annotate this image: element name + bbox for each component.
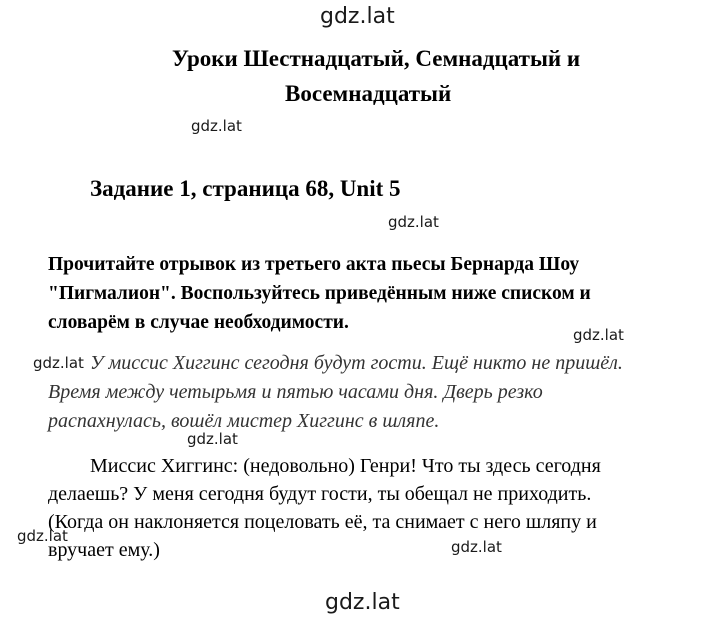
watermark-bottom: gdz.lat bbox=[325, 590, 400, 615]
task-heading: Задание 1, страница 68, Unit 5 bbox=[90, 176, 401, 201]
stage-direction-line-1: У миссис Хиггинс сегодня будут гости. Ещё никто не пришёл. bbox=[90, 352, 623, 374]
watermark: gdz.lat bbox=[451, 538, 502, 556]
watermark: gdz.lat bbox=[33, 354, 84, 372]
dialogue-line-4: вручает ему.) bbox=[48, 539, 160, 561]
instructions-line-2: "Пигмалион". Воспользуйтесь приведённым ниже списком и bbox=[48, 283, 591, 304]
dialogue-line-1: Миссис Хиггинс: (недовольно) Генри! Что ты здесь сегодня bbox=[90, 455, 601, 477]
dialogue-line-3: (Когда он наклоняется поцеловать её, та снимает с него шляпу и bbox=[48, 511, 597, 533]
watermark: gdz.lat bbox=[17, 527, 68, 545]
page-title-line-1: Уроки Шестнадцатый, Семнадцатый и bbox=[172, 46, 581, 71]
watermark: gdz.lat bbox=[187, 430, 238, 448]
watermark: gdz.lat bbox=[388, 213, 439, 231]
dialogue-line-2: делаешь? У меня сегодня будут гости, ты обещал не приходить. bbox=[48, 483, 592, 505]
instructions-line-3: словарём в случае необходимости. bbox=[48, 312, 349, 333]
watermark: gdz.lat bbox=[191, 117, 242, 135]
page-title-line-2: Восемнадцатый bbox=[285, 81, 452, 106]
watermark-top: gdz.lat bbox=[320, 4, 395, 29]
stage-direction-line-2: Время между четырьмя и пятью часами дня. Дверь резко bbox=[48, 381, 543, 403]
watermark: gdz.lat bbox=[573, 326, 624, 344]
instructions-line-1: Прочитайте отрывок из третьего акта пьесы Бернарда Шоу bbox=[48, 254, 580, 275]
stage-direction-line-3: распахнулась, вошёл мистер Хиггинс в шляпе. bbox=[48, 410, 440, 432]
